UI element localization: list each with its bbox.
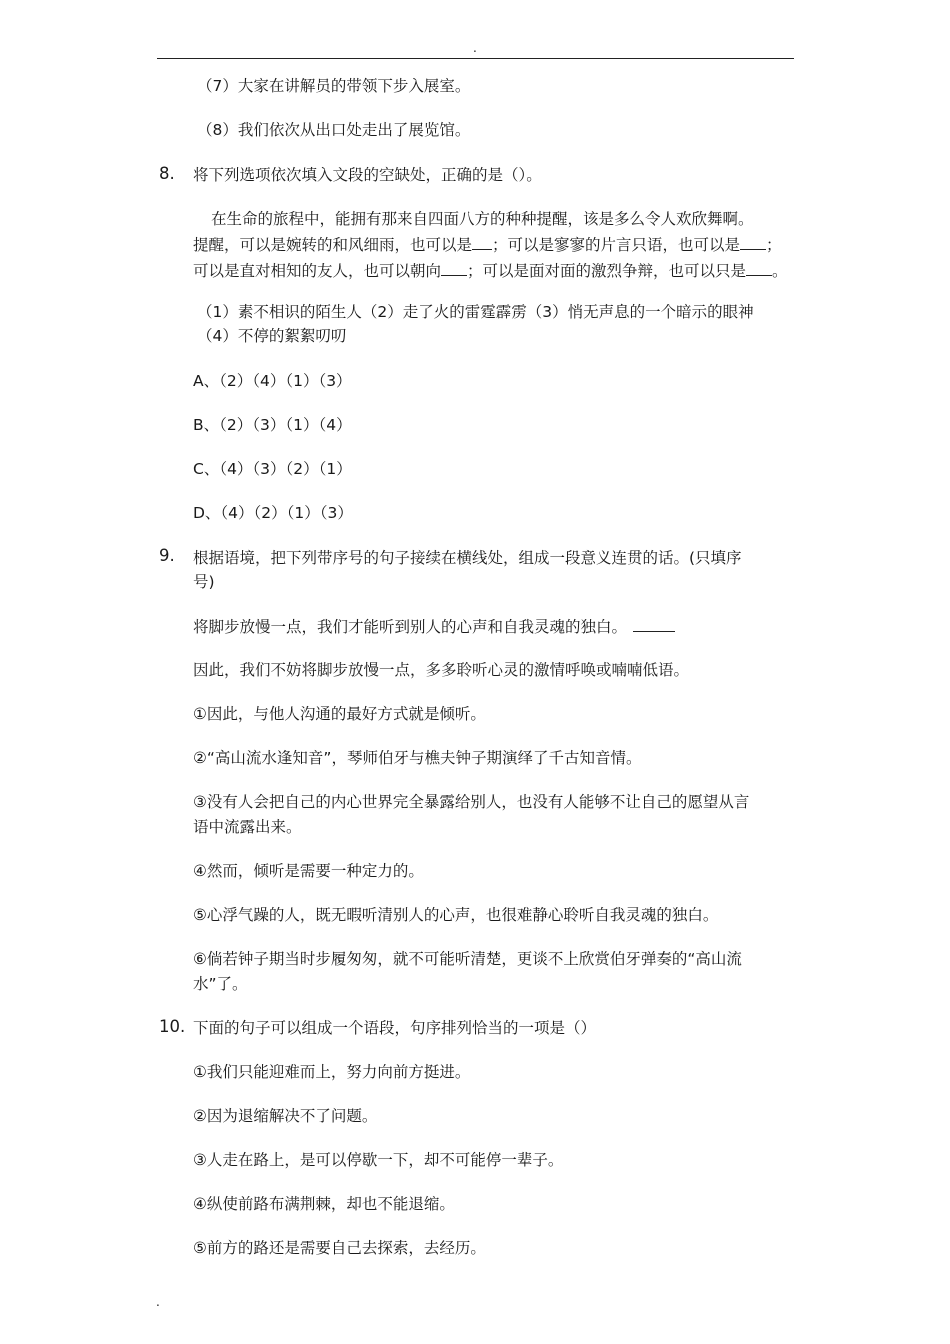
q9-context1-text: 将脚步放慢一点，我们才能听到别人的心声和自我灵魂的独白。	[193, 618, 628, 636]
q9-number: 9.	[159, 546, 175, 565]
q9-sentence-6-line1: ⑥倘若钟子期当时步履匆匆，就不可能听清楚，更谈不上欣赏伯牙弹奏的“高山流	[193, 950, 742, 968]
q8-number: 8.	[159, 164, 175, 183]
prev-item-7: （7）大家在讲解员的带领下步入展室。	[197, 77, 471, 95]
footer-dot: .	[156, 1295, 160, 1309]
q10-sentence-1: ①我们只能迎难而上，努力向前方挺进。	[193, 1063, 471, 1081]
header-rule	[157, 58, 794, 59]
q8-items-line1: （1）素不相识的陌生人（2）走了火的雷霆霹雳（3）悄无声息的一个暗示的眼神	[197, 303, 754, 321]
q8-passage-text3b: ；可以是面对面的激烈争辩，也可以只是	[467, 262, 747, 280]
q10-sentence-3: ③人走在路上，是可以停歇一下，却不可能停一辈子。	[193, 1151, 564, 1169]
q8-passage	[193, 206, 803, 284]
q8-passage-line2	[193, 232, 803, 258]
q8-blank-4	[746, 260, 772, 276]
q8-blank-3	[441, 260, 467, 276]
q8-blank-2	[740, 234, 766, 250]
q9-sentence-1: ①因此，与他人沟通的最好方式就是倾听。	[193, 705, 486, 723]
q9-sentence-3-line2: 语中流露出来。	[193, 818, 302, 836]
q10-sentence-4: ④纵使前路布满荆棘，却也不能退缩。	[193, 1195, 455, 1213]
q8-items-line2: （4）不停的絮絮叨叨	[197, 327, 347, 345]
q9-sentence-2: ②“高山流水逢知音”，琴师伯牙与樵夫钟子期演绎了千古知音情。	[193, 749, 642, 767]
q8-option-d: D、（4）（2）（1）（3）	[193, 504, 353, 522]
q9-sentence-3-line1: ③没有人会把自己的内心世界完全暴露给别人，也没有人能够不让自己的愿望从言	[193, 793, 750, 811]
q9-stem-line1: 根据语境，把下列带序号的句子接续在横线处，组成一段意义连贯的话。(只填序	[193, 549, 742, 567]
q8-stem: 将下列选项依次填入文段的空缺处，正确的是（）。	[193, 166, 542, 184]
q10-sentence-2: ②因为退缩解决不了问题。	[193, 1107, 378, 1125]
q8-passage-text2b: ；可以是寥寥的片言只语，也可以是	[492, 236, 741, 254]
q8-passage-text2a: 提醒，可以是婉转的和风细雨，也可以是	[193, 236, 473, 254]
q8-blank-1	[472, 234, 492, 250]
q8-passage-text3c: 。	[772, 262, 788, 280]
q8-passage-text2c: ；	[766, 236, 782, 254]
q9-stem-line2: 号)	[193, 573, 215, 591]
q8-option-c: C、（4）（3）（2）（1）	[193, 460, 352, 478]
q9-context1	[193, 616, 675, 637]
prev-item-8: （8）我们依次从出口处走出了展览馆。	[197, 121, 471, 139]
q8-passage-line3	[193, 258, 803, 284]
q9-sentence-4: ④然而，倾听是需要一种定力的。	[193, 862, 424, 880]
q10-stem: 下面的句子可以组成一个语段，句序排列恰当的一项是（）	[193, 1019, 597, 1037]
q9-sentence-5: ⑤心浮气躁的人，既无暇听清别人的心声，也很难静心聆听自我灵魂的独白。	[193, 906, 719, 924]
q8-passage-text1: 在生命的旅程中，能拥有那来自四面八方的种种提醒，该是多么令人欢欣舞啊。	[211, 210, 754, 228]
q9-context2: 因此，我们不妨将脚步放慢一点，多多聆听心灵的激情呼唤或喃喃低语。	[193, 661, 690, 679]
q10-sentence-5: ⑤前方的路还是需要自己去探索，去经历。	[193, 1239, 486, 1257]
header-dot: .	[473, 41, 477, 55]
q8-passage-line1	[193, 206, 803, 232]
q9-sentence-6-line2: 水”了。	[193, 975, 248, 993]
q9-answer-blank	[633, 616, 675, 632]
q8-option-a: A、（2）（4）（1）（3）	[193, 372, 352, 390]
q8-passage-text3a: 可以是直对相知的友人，也可以朝向	[193, 262, 442, 280]
q10-number: 10.	[159, 1017, 186, 1036]
q8-option-b: B、（2）（3）（1）（4）	[193, 416, 352, 434]
